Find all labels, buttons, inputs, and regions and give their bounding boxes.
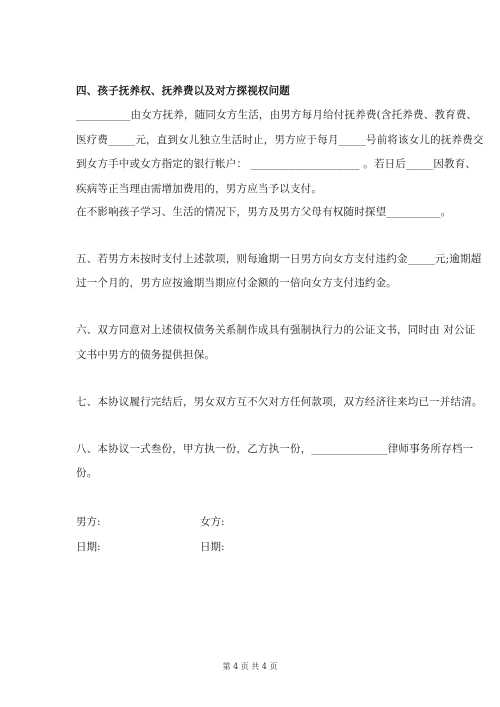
section-6-line-2: 文书中男方的债务提供担保。 <box>76 349 216 361</box>
male-date-label: 日期: <box>76 541 101 553</box>
section-4-line-3: 到女方手中或女方指定的银行帐户： ____________________ 。若日后_____因教育、 <box>76 158 477 170</box>
female-date-label: 日期: <box>200 541 225 553</box>
section-4-line-4: 疾病等正当理由需增加费用的，男方应当予以支付。 <box>76 183 323 195</box>
section-8-line-2: 份。 <box>76 467 98 479</box>
male-signature-label: 男方: <box>76 516 101 528</box>
female-signature-label: 女方: <box>200 516 225 528</box>
page-footer: 第 4 页 共 4 页 <box>222 662 278 671</box>
section-8-line-1: 八、本协议一式叁份，甲方执一份，乙方执一份，______________律师事务所存档一 <box>76 443 474 455</box>
section-5-line-1: 五、若男方未按时支付上述款项，则每逾期一日男方向女方支付违约金_____元;逾期超 <box>76 253 482 265</box>
section-7-line-1: 七、本协议履行完结后，男女双方互不欠对方任何款项，双方经济往来均已一并结清。 <box>76 396 483 408</box>
section-4-line-5: 在不影响孩子学习、生活的情况下，男方及男方父母有权随时探望__________。 <box>76 206 452 218</box>
section-4-line-2: 医疗费_____元，直到女儿独立生活时止，男方应于每月_____号前将该女儿的抚养费交 <box>76 134 484 146</box>
section-4-line-1: __________由女方抚养，随同女方生活，由男方每月给付抚养费(含托养费、教育费、 <box>76 109 478 121</box>
section-4-heading: 四、孩子抚养权、抚养费以及对方探视权问题 <box>76 85 290 97</box>
section-6-line-1: 六、双方同意对上述债权债务关系制作成具有强制执行力的公证文书，同时由 对公证 <box>76 324 476 336</box>
section-5-line-2: 过一个月的，男方应按逾期当期应付金额的一倍向女方支付违约金。 <box>76 277 397 289</box>
